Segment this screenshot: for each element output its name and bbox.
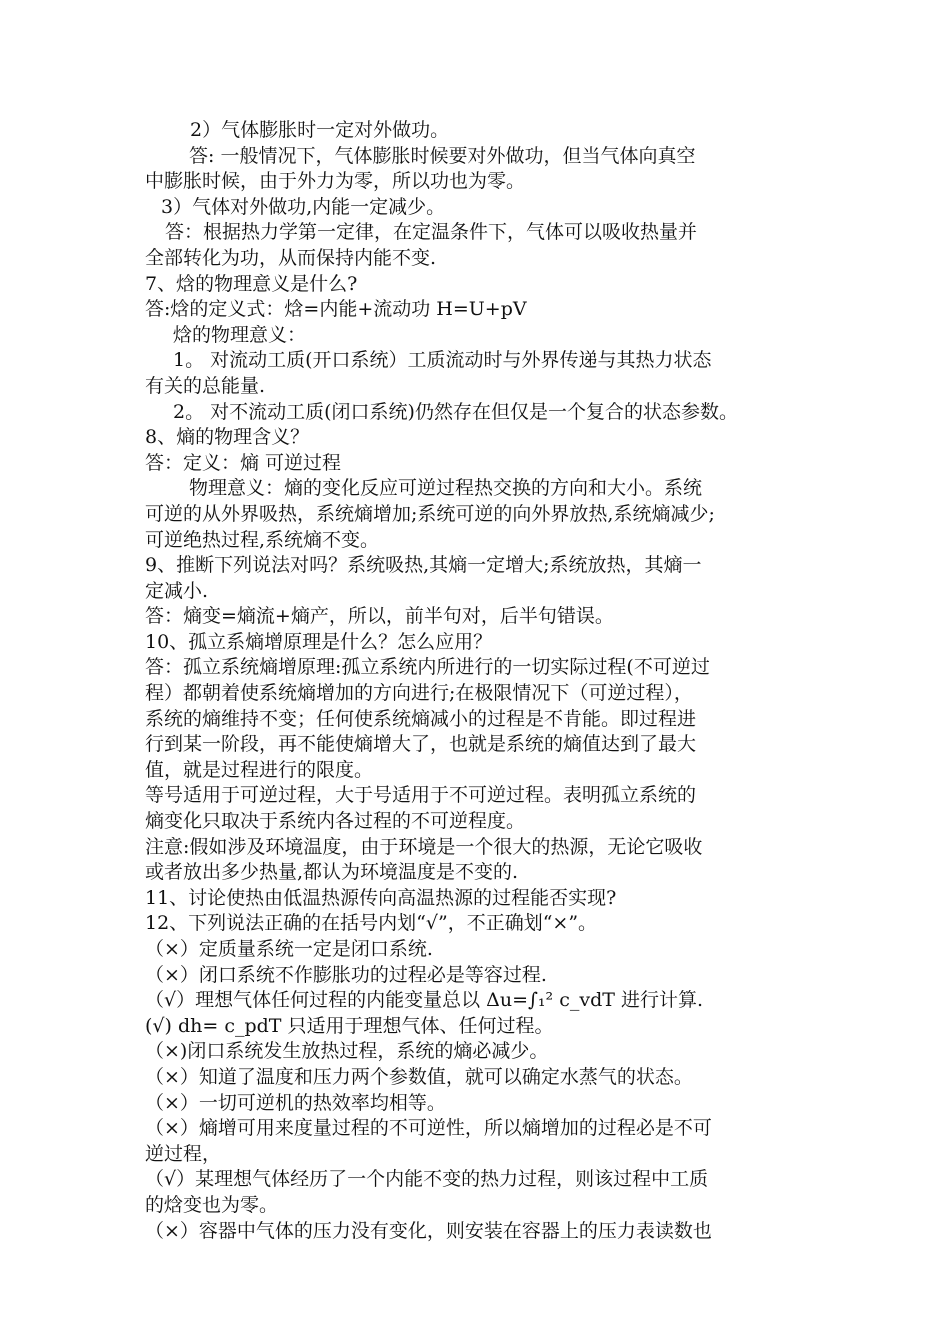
text-line: 系统的熵维持不变；任何使系统熵减小的过程是不肯能。即过程进 bbox=[145, 707, 697, 730]
text-line: (√) dh= c_pdT 只适用于理想气体、任何过程。 bbox=[145, 1014, 554, 1037]
text-line: 等号适用于可逆过程，大于号适用于不可逆过程。表明孤立系统的 bbox=[145, 784, 697, 807]
text-line: 答：熵变=熵流+熵产，所以，前半句对，后半句错误。 bbox=[145, 605, 614, 628]
text-line: 8、熵的物理含义？ bbox=[145, 426, 310, 449]
text-line: 行到某一阶段，再不能使熵增大了，也就是系统的熵值达到了最大 bbox=[145, 733, 697, 756]
text-line: （√）理想气体任何过程的内能变量总以 Δu=∫₁² c_vdT 进行计算. bbox=[145, 989, 703, 1012]
text-line: 中膨胀时候，由于外力为零，所以功也为零。 bbox=[145, 170, 526, 193]
text-line: 9、推断下列说法对吗？系统吸热,其熵一定增大;系统放热，其熵一 bbox=[145, 554, 702, 577]
text-line: 焓的物理意义： bbox=[173, 323, 307, 346]
text-line: 有关的总能量. bbox=[145, 374, 266, 397]
document-body bbox=[145, 118, 810, 1244]
text-line: 答：孤立系统熵增原理:孤立系统内所进行的一切实际过程(不可逆过 bbox=[145, 656, 710, 679]
text-line: （×）熵增可用来度量过程的不可逆性，所以熵增加的过程必是不可 bbox=[145, 1117, 712, 1140]
text-line: 或者放出多少热量,都认为环境温度是不变的. bbox=[145, 861, 519, 884]
text-line: （×)闭口系统发生放热过程，系统的熵必减少。 bbox=[145, 1040, 549, 1063]
text-line: 的焓变也为零。 bbox=[145, 1193, 279, 1216]
text-line: 全部转化为功，从而保持内能不变. bbox=[145, 246, 437, 269]
text-line: （×）一切可逆机的热效率均相等。 bbox=[145, 1091, 446, 1114]
text-line: 12、下列说法正确的在括号内划“√”，不正确划“×”。 bbox=[145, 912, 598, 935]
text-line: 定减小. bbox=[145, 579, 209, 602]
text-line: （×）知道了温度和压力两个参数值，就可以确定水蒸气的状态。 bbox=[145, 1065, 693, 1088]
text-line: 2。 对不流动工质(闭口系统)仍然存在但仅是一个复合的状态参数。 bbox=[173, 400, 738, 423]
text-line: 答:焓的定义式：焓=内能+流动功 H=U+pV bbox=[145, 298, 527, 321]
text-line: 2）气体膨胀时一定对外做功。 bbox=[190, 119, 450, 141]
text-line: （×）容器中气体的压力没有变化，则安装在容器上的压力表读数也 bbox=[145, 1219, 712, 1242]
text-line: 1。 对流动工质(开口系统）工质流动时与外界传递与其热力状态 bbox=[173, 349, 712, 372]
text-line: 值，就是过程进行的限度。 bbox=[145, 758, 374, 781]
text-line: （×）定质量系统一定是闭口系统. bbox=[145, 938, 433, 960]
text-line: 物理意义：熵的变化反应可逆过程热交换的方向和大小。系统 bbox=[189, 477, 703, 500]
text-line: （√）某理想气体经历了一个内能不变的热力过程，则该过程中工质 bbox=[145, 1168, 709, 1191]
text-line: 逆过程， bbox=[145, 1142, 222, 1165]
text-line: 可逆的从外界吸热，系统熵增加;系统可逆的向外界放热,系统熵减少; bbox=[145, 502, 715, 525]
text-line: 答: 一般情况下，气体膨胀时候要对外做功，但当气体向真空 bbox=[189, 144, 696, 167]
text-line: 答：定义：熵 可逆过程 bbox=[145, 451, 342, 474]
text-line: 注意:假如涉及环境温度，由于环境是一个很大的热源，无论它吸收 bbox=[145, 835, 703, 858]
text-line: 3）气体对外做功,内能一定减少。 bbox=[161, 195, 446, 218]
text-line: （×）闭口系统不作膨胀功的过程必是等容过程. bbox=[145, 963, 547, 986]
text-line: 可逆绝热过程,系统熵不变。 bbox=[145, 528, 380, 551]
text-line: 答：根据热力学第一定律，在定温条件下，气体可以吸收热量并 bbox=[165, 221, 698, 244]
text-line: 10、孤立系熵增原理是什么？怎么应用？ bbox=[145, 630, 493, 653]
text-line: 熵变化只取决于系统内各过程的不可逆程度。 bbox=[145, 810, 526, 833]
text-line: 7、焓的物理意义是什么? bbox=[145, 272, 358, 295]
text-line: 11、讨论使热由低温热源传向高温热源的过程能否实现? bbox=[145, 886, 617, 909]
text-line: 程）都朝着使系统熵增加的方向进行;在极限情况下（可逆过程）， bbox=[145, 682, 693, 705]
